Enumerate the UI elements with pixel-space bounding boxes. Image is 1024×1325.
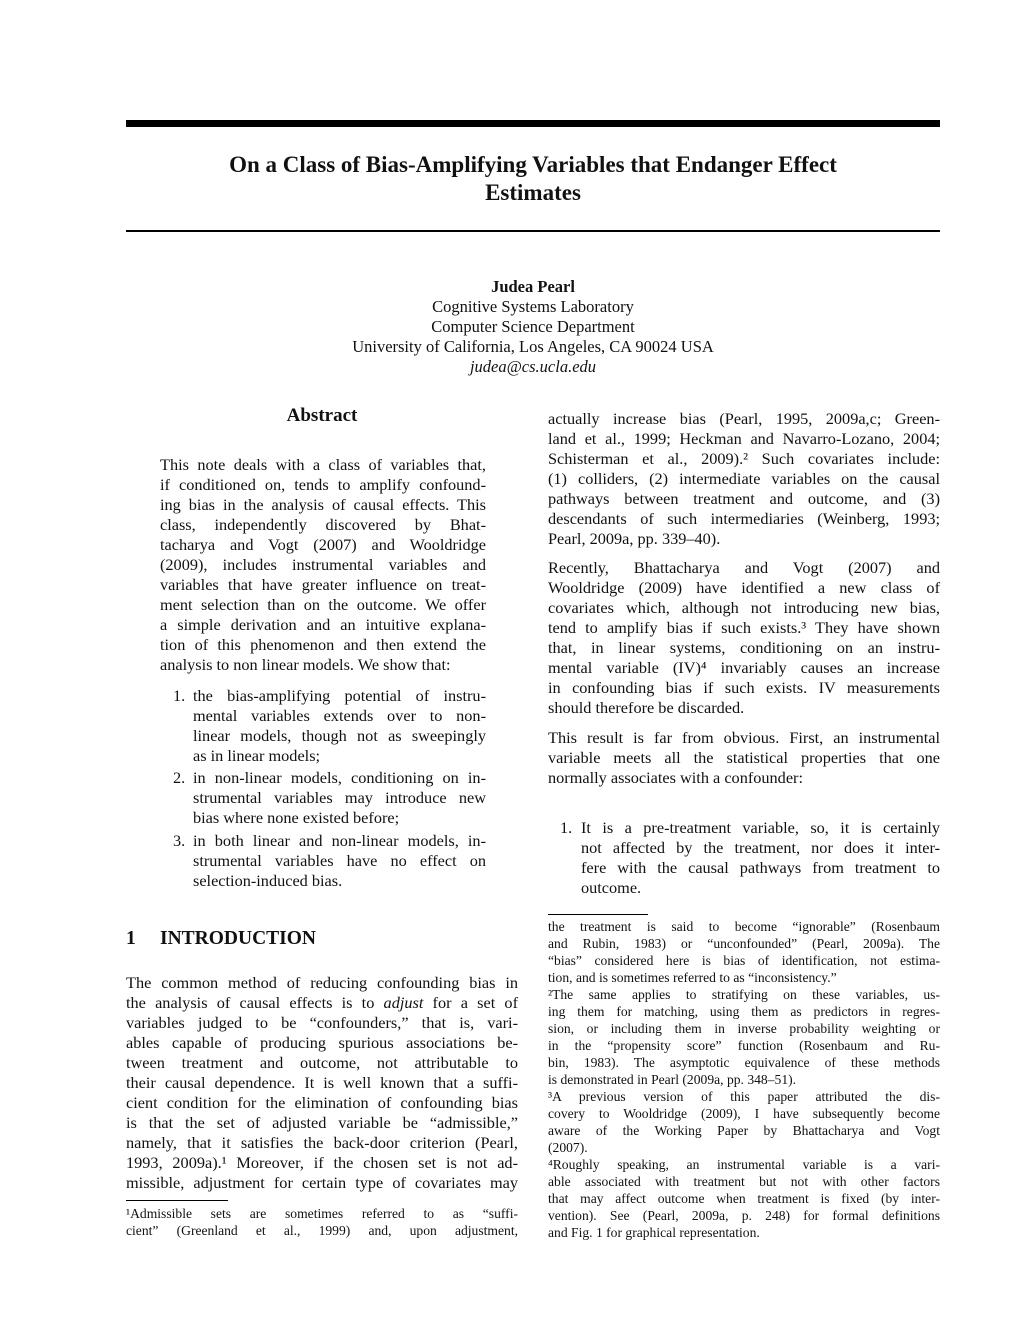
text-line: ⁴Roughly speaking, an instrumental variable is a vari- (548, 1157, 940, 1172)
text-line: ³A previous version of this paper attributed the dis- (548, 1089, 940, 1104)
text-line: the treatment is said to become “ignorable” (Rosenbaum (548, 919, 940, 934)
text-line: linear models, though not as sweepingly (193, 726, 486, 745)
text-line: ing bias in the analysis of causal effects. This (160, 495, 486, 514)
intro-paragraph (126, 973, 518, 1193)
title-bottom-rule (126, 230, 940, 232)
text-line: bias where none existed before; (193, 808, 400, 827)
text-line: the bias-amplifying potential of instru- (193, 686, 486, 705)
text-line: that may affect outcome when treatment is fixed (by inter- (548, 1191, 940, 1206)
list-number: 1. (173, 686, 186, 705)
text-line: pathways between treatment and outcome, and (3) (548, 489, 940, 508)
text-line: missible, adjustment for certain type of covariates may (126, 1173, 518, 1192)
list-number: 3. (173, 831, 186, 850)
affiliation: University of California, Los Angeles, CA 90024 USA (352, 337, 714, 356)
text-line: This result is far from obvious. First, an instrumental (548, 728, 940, 747)
text-line: fere with the causal pathways from treatment to (581, 858, 940, 877)
footnote-3 (548, 1088, 940, 1156)
text-line: ing them for matching, using them as predictors in regres- (548, 1004, 940, 1019)
text-line: able associated with treatment but not with other factors (548, 1174, 940, 1189)
text-line: a simple derivation and an intuitive explana- (160, 615, 486, 634)
footnote-4 (548, 1156, 940, 1241)
text-line: land et al., 1999; Heckman and Navarro-Lozano, 2004; (548, 429, 940, 448)
text-line: This note deals with a class of variables that, (160, 455, 486, 474)
text-line: Schisterman et al., 2009).² Such covariates include: (548, 449, 940, 468)
text-line: Wooldridge (2009) have identified a new class of (548, 578, 940, 597)
text-line: variables that have greater influence on treat- (160, 575, 486, 594)
text-line: The common method of reducing confounding bias in (126, 973, 518, 992)
text-line: in the “propensity score” function (Rosenbaum and Ru- (548, 1038, 940, 1053)
text-line: cient” (Greenland et al., 1999) and, upon adjustment, (126, 1223, 518, 1238)
author-name: Judea Pearl (491, 277, 575, 296)
text-line: in non-linear models, conditioning on in- (193, 768, 486, 787)
list-number: 1. (560, 818, 573, 837)
text-line: tend to amplify bias if such exists.³ They have shown (548, 618, 940, 637)
text-line: ¹Admissible sets are sometimes referred to as “suffi- (126, 1206, 518, 1221)
abstract-text (160, 455, 486, 675)
text-line: cient condition for the elimination of confounding bias (126, 1093, 518, 1112)
list-number: 2. (173, 768, 186, 787)
confounder-list-item (581, 818, 940, 898)
text-line: 1993, 2009a).¹ Moreover, if the chosen set is not ad- (126, 1153, 518, 1172)
text-line: actually increase bias (Pearl, 1995, 2009a,c; Green- (548, 409, 940, 428)
text-line: is demonstrated in Pearl (2009a, pp. 348–51). (548, 1072, 797, 1087)
text-line: tion of this phenomenon and then extend the (160, 635, 486, 654)
text-line: ment selection than on the outcome. We offer (160, 595, 486, 614)
text-line: variables judged to be “confounders,” that is, vari- (126, 1013, 518, 1032)
abstract-list-item (193, 831, 486, 891)
author-block (126, 277, 940, 377)
text-line: is that the set of adjusted variable be “admissible,” (126, 1113, 518, 1132)
author-email: judea@cs.ucla.edu (469, 357, 597, 376)
abstract-heading: Abstract (286, 405, 358, 426)
section-number: 1 (126, 928, 136, 949)
text-line: the analysis of causal effects is to adjust for a set of (126, 993, 518, 1012)
text-line: as in linear models; (193, 746, 321, 765)
text-line: (2007). (548, 1140, 588, 1155)
footnote-2 (548, 986, 940, 1088)
affiliation: Cognitive Systems Laboratory (432, 297, 634, 316)
text-line: and Fig. 1 for graphical representation. (548, 1225, 760, 1240)
text-line: tween treatment and outcome, not attributable to (126, 1053, 518, 1072)
text-line: Recently, Bhattacharya and Vogt (2007) and (548, 558, 940, 577)
text-line: outcome. (581, 878, 642, 897)
text-line: normally associates with a confounder: (548, 768, 803, 787)
footnote-1-continued (548, 918, 940, 986)
text-line: their causal dependence. It is well known that a suffi- (126, 1073, 518, 1092)
text-line: (1) colliders, (2) intermediate variables on the causal (548, 469, 940, 488)
section-title: INTRODUCTION (160, 928, 317, 949)
text-line: that, in linear systems, conditioning on an instru- (548, 638, 940, 657)
text-line: and Rubin, 1983) or “unconfounded” (Pearl, 2009a). The (548, 936, 940, 951)
text-line: tion, and is sometimes referred to as “inconsistency.” (548, 970, 837, 985)
text-line: selection-induced bias. (193, 871, 343, 890)
paper-title (126, 151, 940, 207)
text-line: class, independently discovered by Bhat- (160, 515, 486, 534)
title-line: Estimates (485, 180, 581, 205)
text-line: namely, that it satisfies the back-door criterion (Pearl, (126, 1133, 518, 1152)
text-line: descendants of such intermediaries (Weinberg, 1993; (548, 509, 940, 528)
text-line: (2009), includes instrumental variables and (160, 555, 486, 574)
text-line: mental variable (IV)⁴ invariably causes an increase (548, 658, 940, 677)
text-line: variable meets all the statistical properties that one (548, 748, 940, 767)
text-line: not affected by the treatment, nor does it inter- (581, 838, 940, 857)
intro-paragraph-2 (548, 558, 940, 718)
text-line: It is a pre-treatment variable, so, it is certainly (581, 818, 940, 837)
text-line: in confounding bias if such exists. IV measurements (548, 678, 940, 697)
text-line: “bias” considered here is bias of identification, not estima- (548, 953, 940, 968)
footnote-1 (126, 1205, 518, 1239)
text-line: aware of the Working Paper by Bhattacharya and Vogt (548, 1123, 940, 1138)
section-heading (126, 928, 316, 950)
text-line: covariates which, although not introducing new bias, (548, 598, 940, 617)
intro-paragraph-continued (548, 409, 940, 549)
top-thick-rule (126, 120, 940, 127)
text-line: strumental variables may introduce new (193, 788, 486, 807)
text-line: mental variables extends over to non- (193, 706, 486, 725)
footnote-rule (548, 914, 648, 915)
text-line: tacharya and Vogt (2007) and Wooldridge (160, 535, 486, 554)
text-line: should therefore be discarded. (548, 698, 745, 717)
footnote-rule (126, 1200, 228, 1201)
title-line: On a Class of Bias-Amplifying Variables that Endanger Effect (229, 152, 837, 177)
text-line: in both linear and non-linear models, in- (193, 831, 486, 850)
affiliation: Computer Science Department (431, 317, 635, 336)
text-line: vention). See (Pearl, 2009a, p. 248) for formal definitions (548, 1208, 940, 1223)
text-line: if conditioned on, tends to amplify confound- (160, 475, 486, 494)
text-line: strumental variables have no effect on (193, 851, 486, 870)
abstract-list-item (193, 768, 486, 828)
emphasis: adjust (383, 993, 424, 1012)
text-line: ²The same applies to stratifying on these variables, us- (548, 987, 940, 1002)
abstract-list-item (193, 686, 486, 766)
text-line: covery to Wooldridge (2009), I have subsequently become (548, 1106, 940, 1121)
text-line: ables capable of producing spurious associations be- (126, 1033, 518, 1052)
text-line: Pearl, 2009a, pp. 339–40). (548, 529, 721, 548)
text-line: analysis to non linear models. We show that: (160, 655, 451, 674)
intro-paragraph-3 (548, 728, 940, 788)
text-line: bin, 1983). The asymptotic equivalence of these methods (548, 1055, 940, 1070)
text-line: sion, or including them in inverse probability weighting or (548, 1021, 940, 1036)
